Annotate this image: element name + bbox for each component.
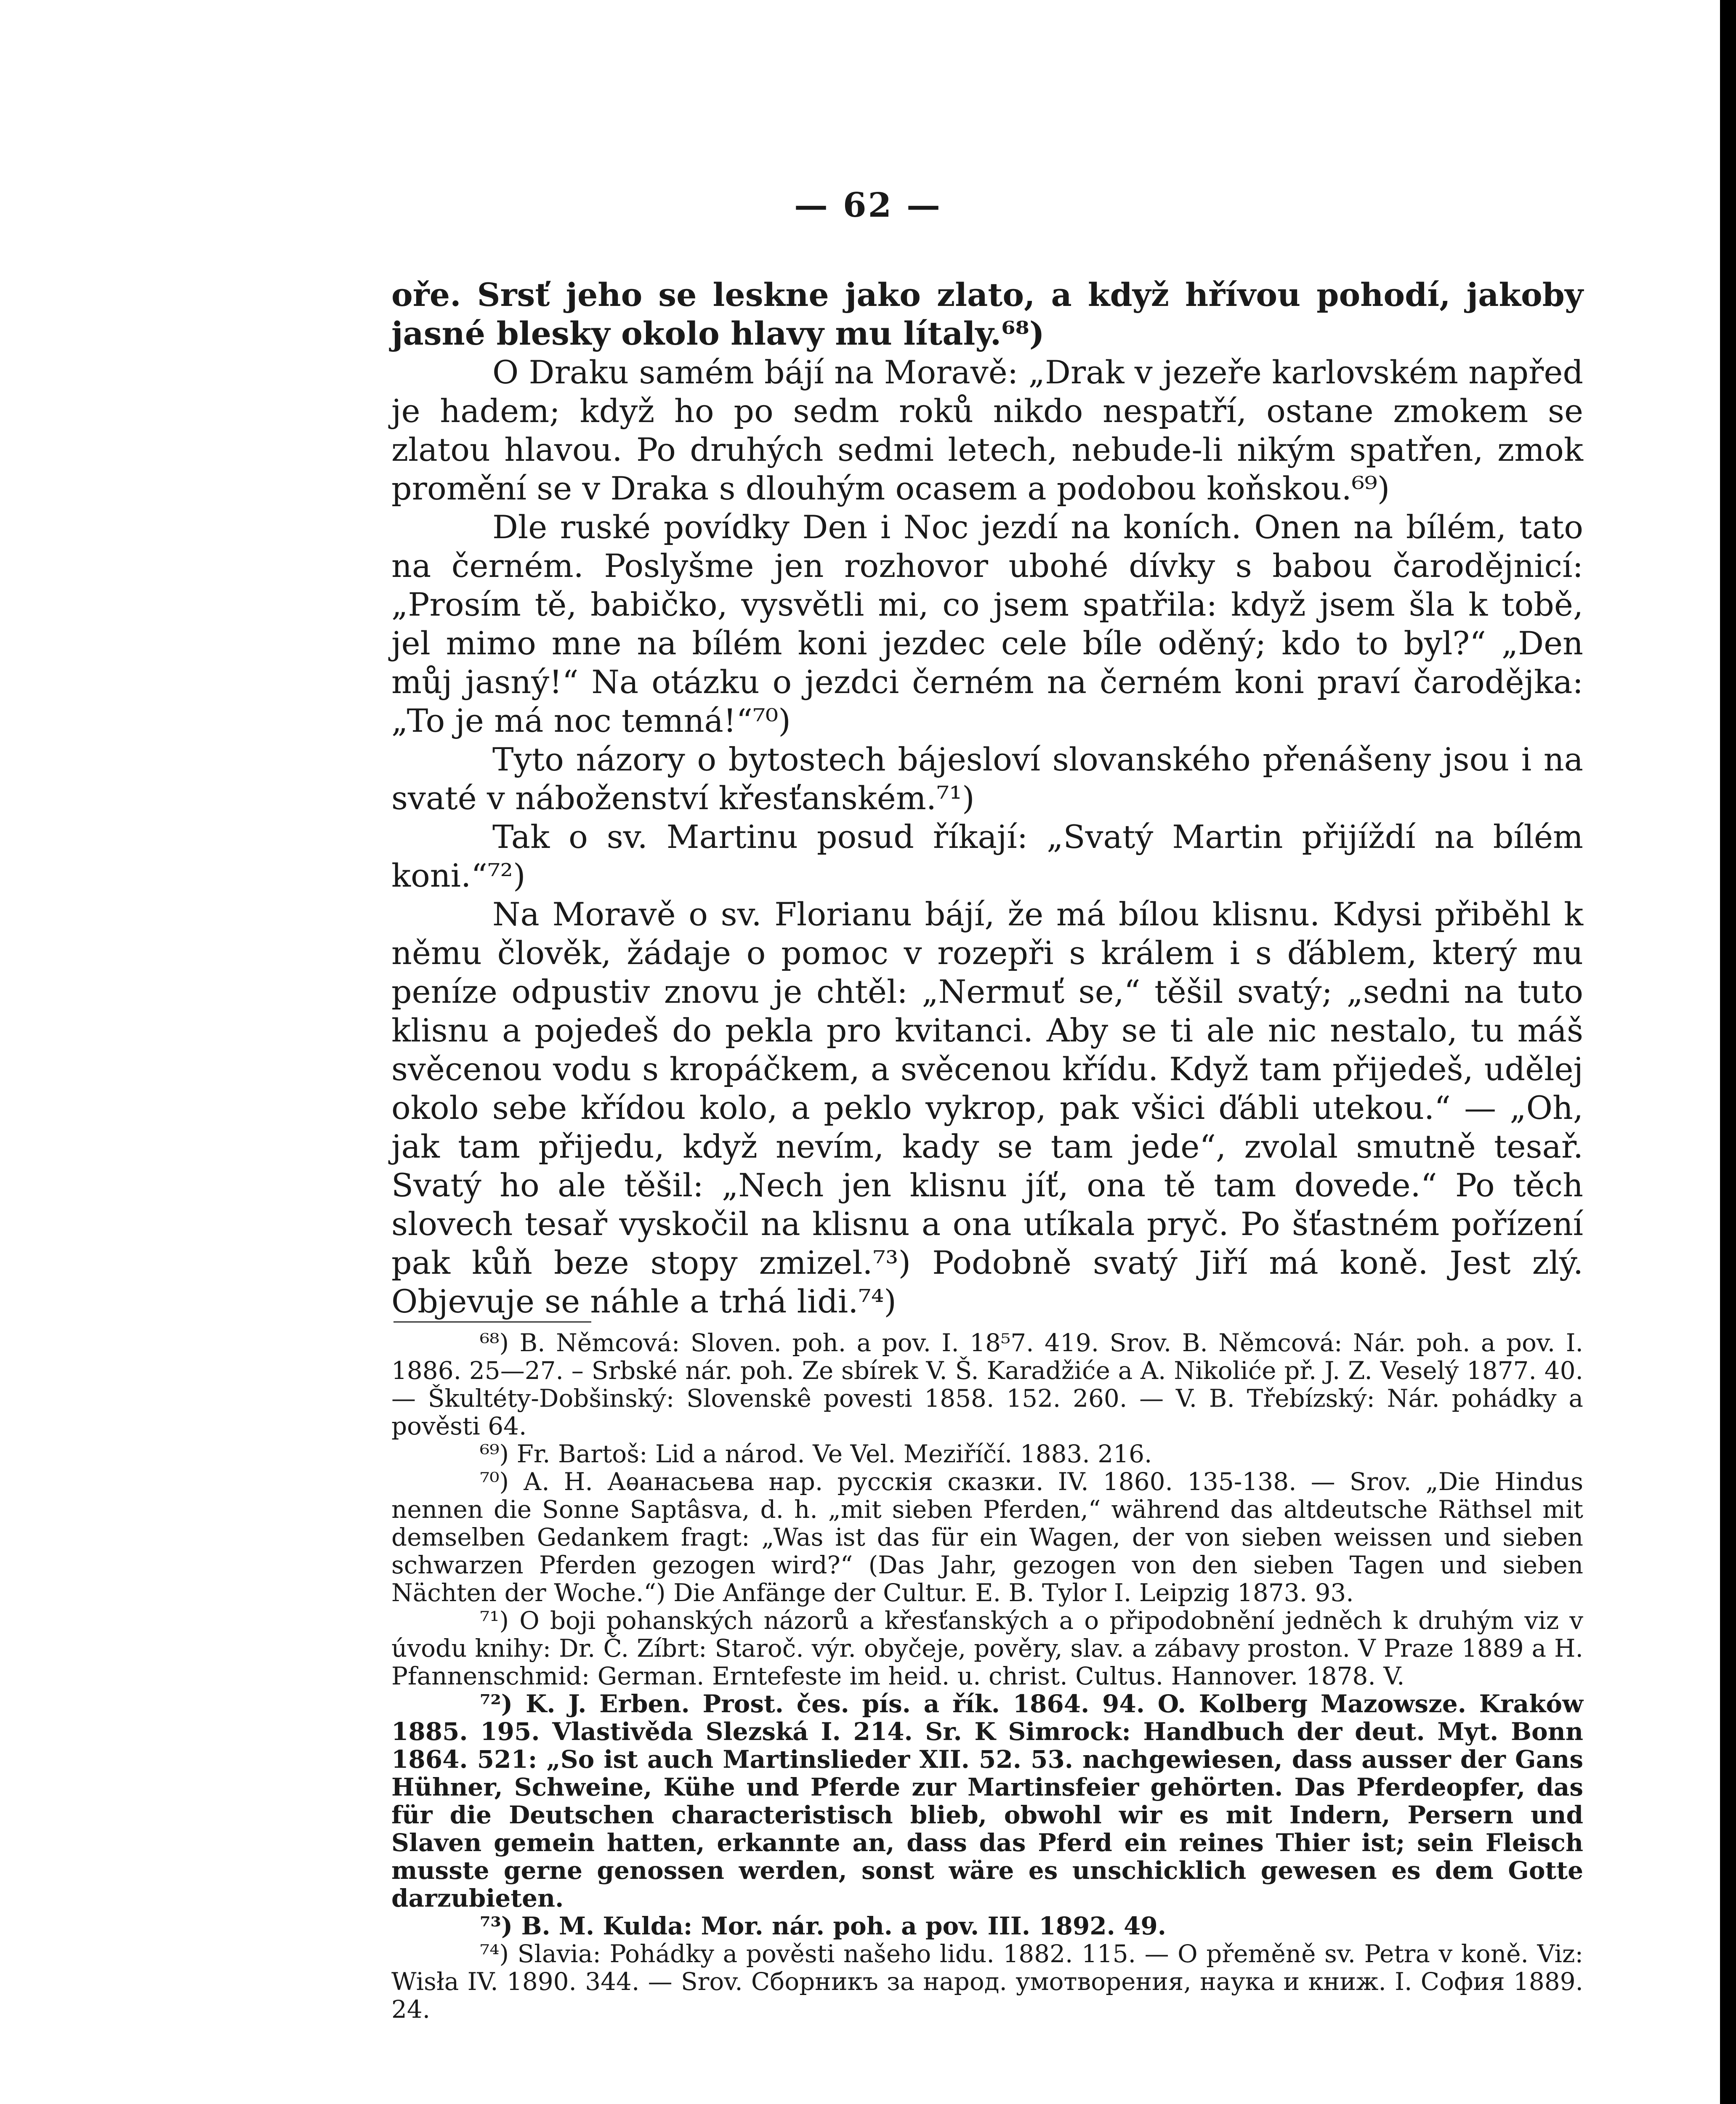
paragraph: O Draku samém bájí na Moravě: „Drak v jezeře karlovském napřed je hadem; když ho po sedm roků nikdo nespatří, ostane zmokem se zlatou hlavou. Po druhých sedmi letech, nebude-li nikým spatřen, zmok promění se v Draka s dlouhým ocasem a podobou koňskou.⁶⁹) — [391, 353, 1583, 507]
footnote: ⁷³) B. M. Kulda: Mor. nár. poh. a pov. III. 1892. 49. — [480, 1912, 1166, 1940]
footnote-separator — [393, 1321, 591, 1323]
paragraph: Tak o sv. Martinu posud říkají: „Svatý Martin přijíždí na bílém koni.“⁷²) — [391, 818, 1583, 894]
main-text — [391, 276, 1583, 1321]
paragraph: Tyto názory o bytostech bájesloví slovanského přenášeny jsou i na svaté v náboženství křesťanském.⁷¹) — [391, 741, 1583, 817]
paragraph: Na Moravě o sv. Florianu bájí, že má bílou klisnu. Kdysi přiběhl k němu člověk, žádaje o pomoc v rozepři s králem i s ďáblem, který mu peníze odpustiv znovu je chtěl: „Nermuť se,“ těšil svatý; „sedni na tuto klisnu a pojedeš do pekla pro kvitanci. Aby se ti ale nic nestalo, tu máš svěcenou vodu s kropáčkem, a svěcenou křídu. Když tam přijedeš, udělej okolo sebe křídou kolo, a peklo vykrop, pak všici ďábli utekou.“ — „Oh, jak tam přijedu, když nevím, kady se tam jede“, zvolal smutně tesař. Svatý ho ale těšil: „Nech jen klisnu jíť, ona tě tam dovede.“ Po těch slovech tesař vyskočil na klisnu a ona utíkala pryč. Po šťastném pořízení pak kůň beze stopy zmizel.⁷³) Podobně svatý Jiří má koně. Jest zlý. Objevuje se náhle a trhá lidi.⁷⁴) — [391, 895, 1583, 1320]
footnote: ⁷⁰) А. Н. Аѳанасьева нар. русскія сказки. IV. 1860. 135-138. — Srov. „Die Hindus nennen die Sonne Saptâsva, d. h. „mit sieben Pferden,“ während das altdeutsche Räthsel mit demselben Gedankem fragt: „Was ist das für ein Wagen, der von sieben weissen und sieben schwarzen Pferden gezogen wird?“ (Das Jahr, gezogen von den sieben Tagen und sieben Nächten der Woche.“) Die Anfänge der Cultur. E. B. Tylor I. Leipzig 1873. 93. — [391, 1467, 1583, 1607]
footnote: ⁶⁹) Fr. Bartoš: Lid a národ. Ve Vel. Meziříčí. 1883. 216. — [480, 1440, 1152, 1468]
footnote: ⁷⁴) Slavia: Pohádky a pověsti našeho lidu. 1882. 115. — O přeměně sv. Petra v koně. Viz: Wisła IV. 1890. 344. — Srov. Сборникъ за народ. умотворения, наука и книж. I. София 1889. 24. — [391, 1939, 1583, 2024]
footnote: ⁷²) K. J. Erben. Prost. čes. pís. a řík. 1864. 94. O. Kolberg Mazowsze. Kraków 1885. 195. Vlastivěda Slezská I. 214. Sr. K Simrock: Handbuch der deut. Myt. Bonn 1864. 521: „So ist auch Martinslieder XII. 52. 53. nachgewiesen, dass ausser der Gans Hühner, Schweine, Kühe und Pferde zur Martinsfeier gehörten. Das Pferdeopfer, das für die Deutschen characteristisch blieb, obwohl wir es mit Indern, Persern und Slaven gemein hatten, erkannte an, dass das Pferd ein reines Thier ist; sein Fleisch musste gerne genossen werden, sonst wäre es unschicklich gewesen es dem Gotte darzubieten. — [391, 1690, 1583, 1913]
paragraph: oře. Srsť jeho se leskne jako zlato, a když hřívou pohodí, jakoby jasné blesky okolo hlavy mu lítaly.⁶⁸) — [391, 276, 1583, 352]
footnote: ⁶⁸) B. Němcová: Sloven. poh. a pov. I. 18⁵7. 419. Srov. B. Němcová: Nár. poh. a pov. I. 1886. 25—27. – Srbské nár. poh. Ze sbírek V. Š. Karadžiće a A. Nikoliće př. J. Z. Veselý 1877. 40. — Škultéty-Dobšinský: Slovenskê povesti 1858. 152. 260. — V. B. Třebízský: Nár. pohádky a pověsti 64. — [391, 1328, 1583, 1440]
paragraph: Dle ruské povídky Den i Noc jezdí na koních. Onen na bílém, tato na černém. Poslyšme jen rozhovor ubohé dívky s babou čarodějnicí: „Prosím tě, babičko, vysvětli mi, co jsem spatřila: když jsem šla k tobě, jel mimo mne na bílém koni jezdec cele bíle oděný; kdo to byl?“ „Den můj jasný!“ Na otázku o jezdci černém na černém koni praví čarodějka: „To je má noc temná!“⁷⁰) — [391, 508, 1583, 739]
footnotes — [391, 1329, 1583, 2023]
page-number: — 62 — — [794, 185, 942, 225]
footnote: ⁷¹) O boji pohanských názorů a křesťanských a o připodobnění jedněch k druhým viz v úvodu knihy: Dr. Č. Zíbrt: Staroč. výr. obyčeje, pověry, slav. a zábavy proston. V Praze 1889 a H. Pfannenschmid: German. Erntefeste im heid. u. christ. Cultus. Hannover. 1878. V. — [391, 1606, 1583, 1690]
scan-border-right — [1720, 0, 1736, 2104]
